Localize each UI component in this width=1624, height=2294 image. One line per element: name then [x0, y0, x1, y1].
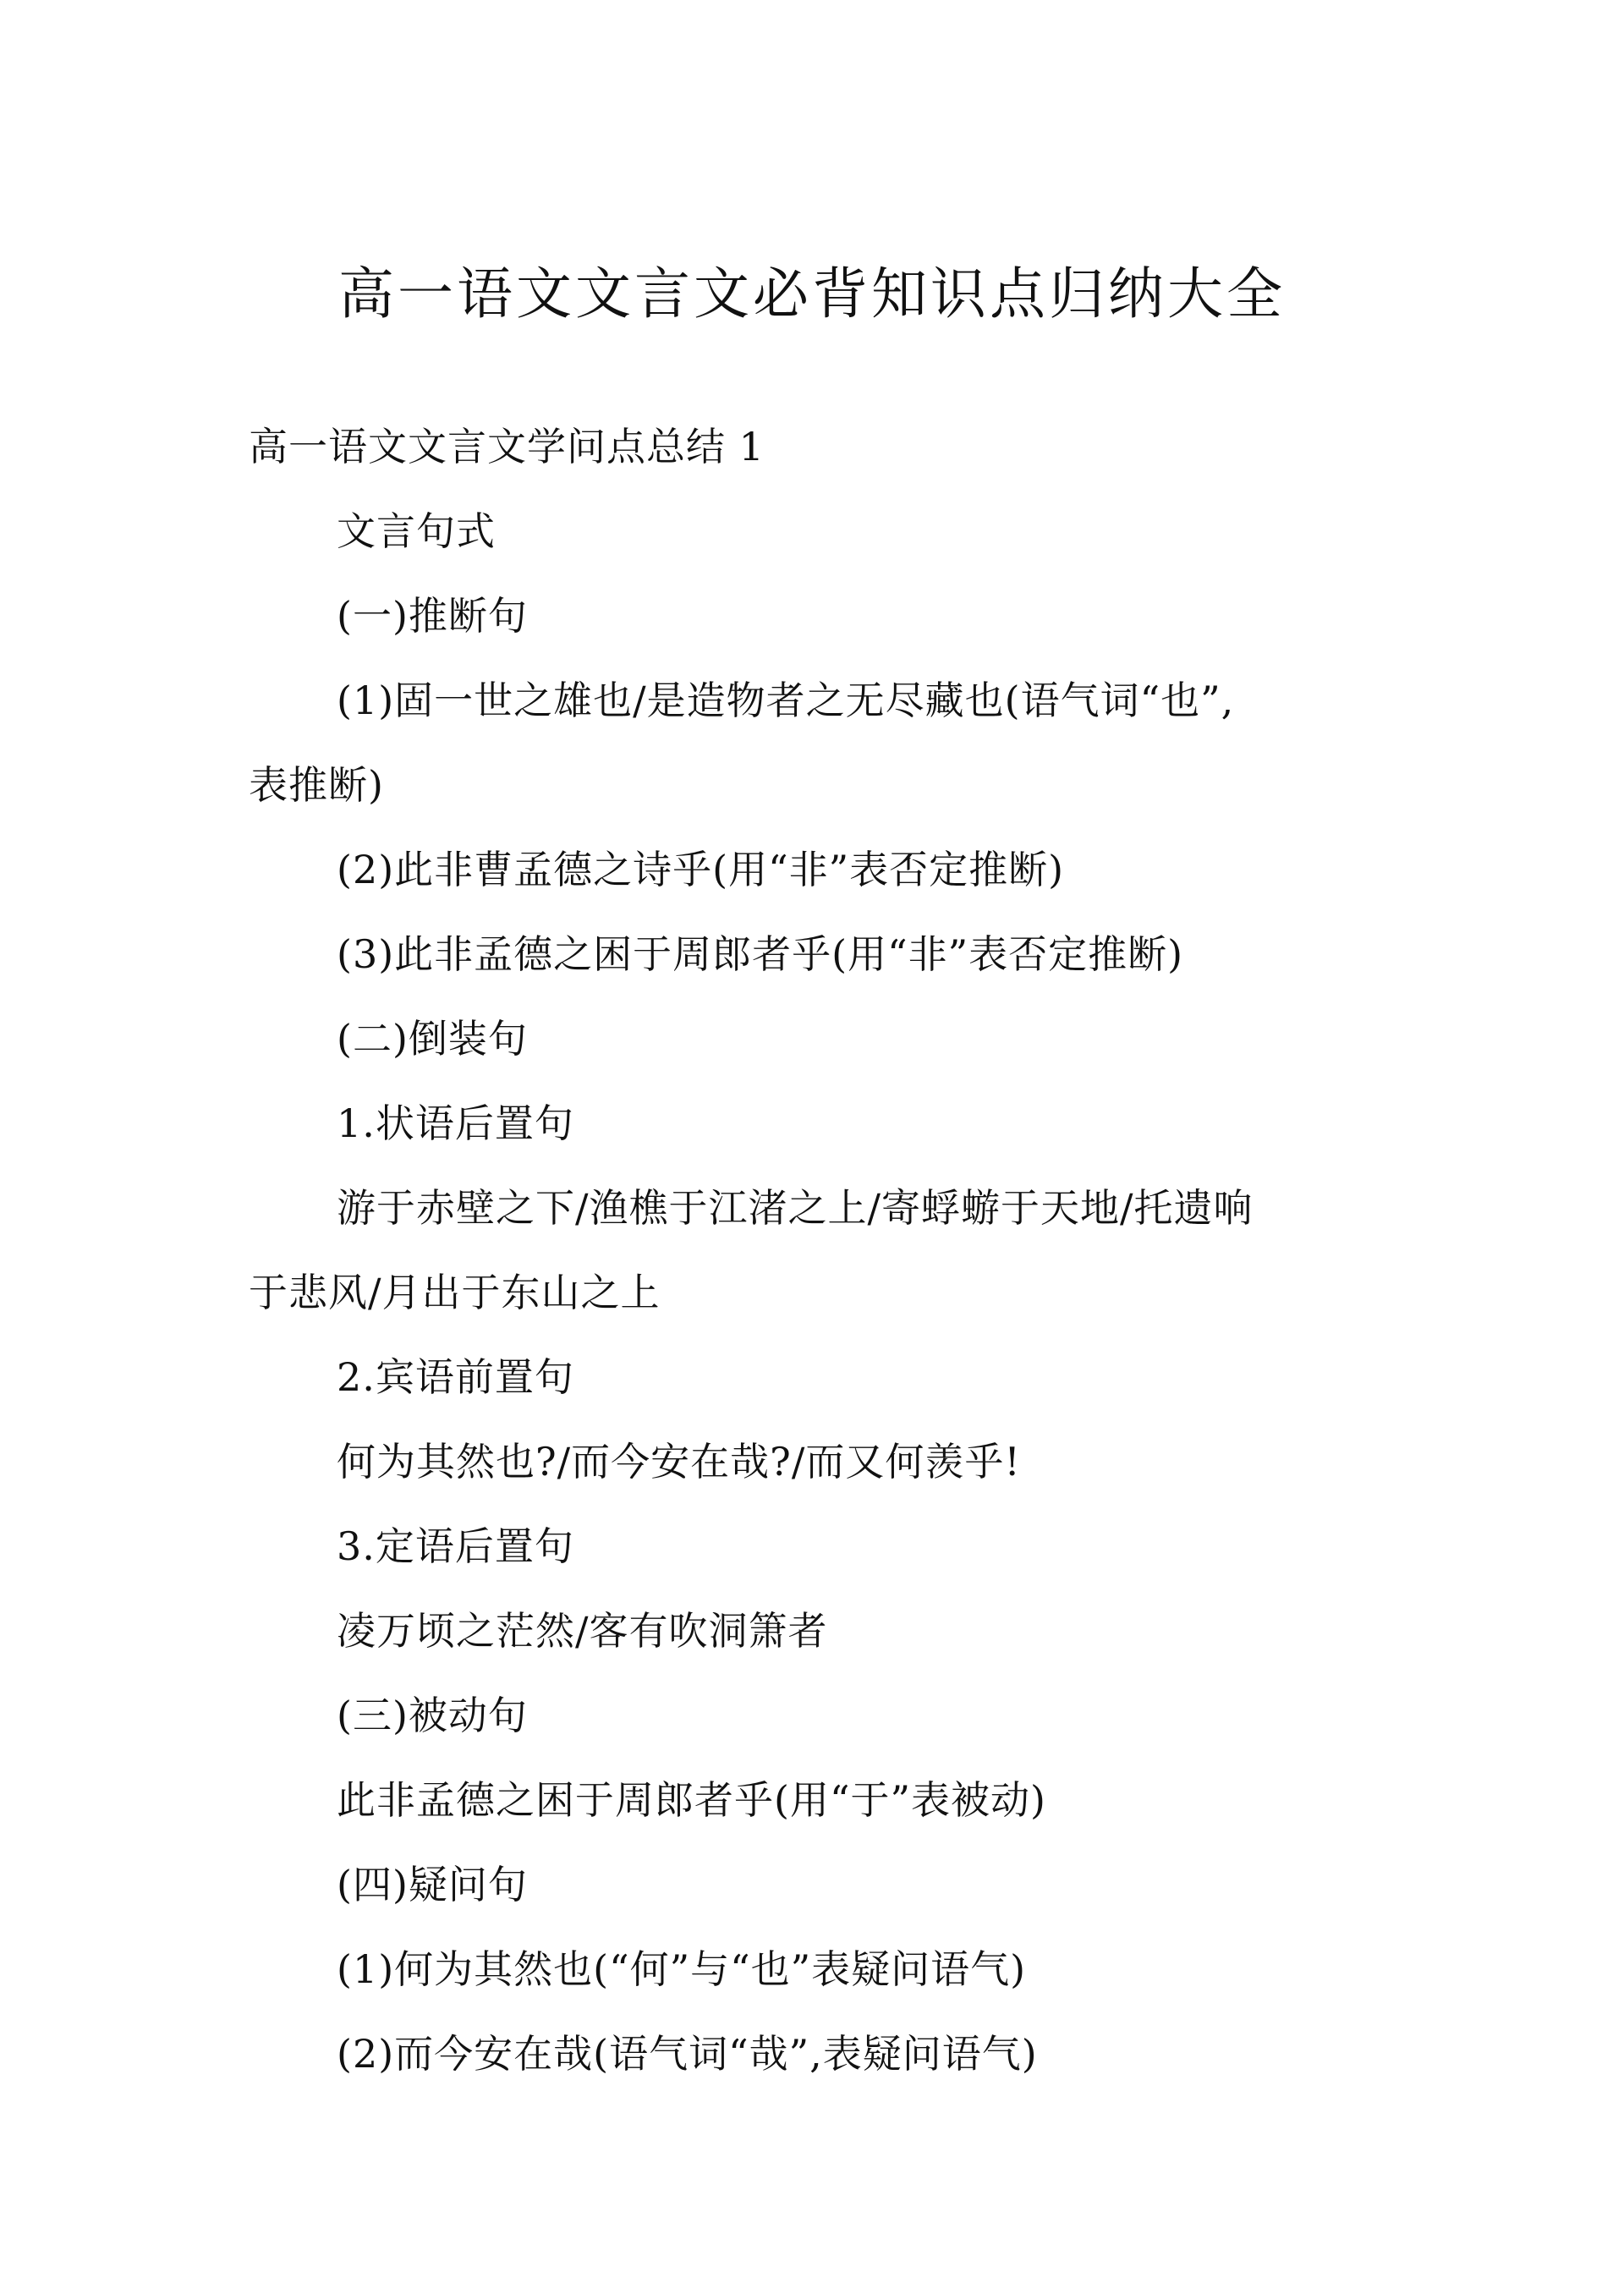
paragraph-line: (四)疑问句 — [337, 1862, 528, 1907]
paragraph-line: (二)倒装句 — [337, 1016, 528, 1062]
paragraph-line: (3)此非孟德之困于周郎者乎(用“非”表否定推断) — [337, 931, 1184, 977]
paragraph-line: (三)被动句 — [337, 1693, 528, 1738]
paragraph-line: (1)固一世之雄也/是造物者之无尽藏也(语气词“也”, — [337, 678, 1235, 723]
paragraph-line: 游于赤壁之下/渔樵于江渚之上/寄蜉蝣于天地/托遗响 — [337, 1185, 1254, 1231]
paragraph-line: 此非孟德之困于周郎者乎(用“于”表被动) — [337, 1777, 1046, 1823]
paragraph-line: 表推断) — [249, 762, 384, 808]
paragraph-line: 2.宾语前置句 — [337, 1354, 574, 1400]
paragraph-line: 3.定语后置句 — [337, 1523, 574, 1569]
document-title: 高一语文文言文必背知识点归纳大全 — [338, 261, 1286, 327]
paragraph-line: (2)而今安在哉(语气词“哉”,表疑问语气) — [337, 2031, 1038, 2077]
paragraph-line: (2)此非曹孟德之诗乎(用“非”表否定推断) — [337, 847, 1065, 892]
paragraph-line: (一)推断句 — [337, 593, 528, 639]
paragraph-line: 于悲风/月出于东山之上 — [249, 1270, 661, 1315]
paragraph-line: 文言句式 — [337, 508, 496, 554]
document-body — [249, 404, 1382, 2096]
paragraph-line: 1.状语后置句 — [337, 1100, 574, 1146]
paragraph-line: 凌万顷之茫然/客有吹洞箫者 — [337, 1608, 828, 1654]
paragraph-line: (1)何为其然也(“何”与“也”表疑问语气) — [337, 1946, 1027, 1992]
paragraph-line: 何为其然也?/而今安在哉?/而又何羡乎! — [337, 1439, 1021, 1485]
heading-section-1: 高一语文文言文学问点总结 1 — [249, 424, 765, 469]
